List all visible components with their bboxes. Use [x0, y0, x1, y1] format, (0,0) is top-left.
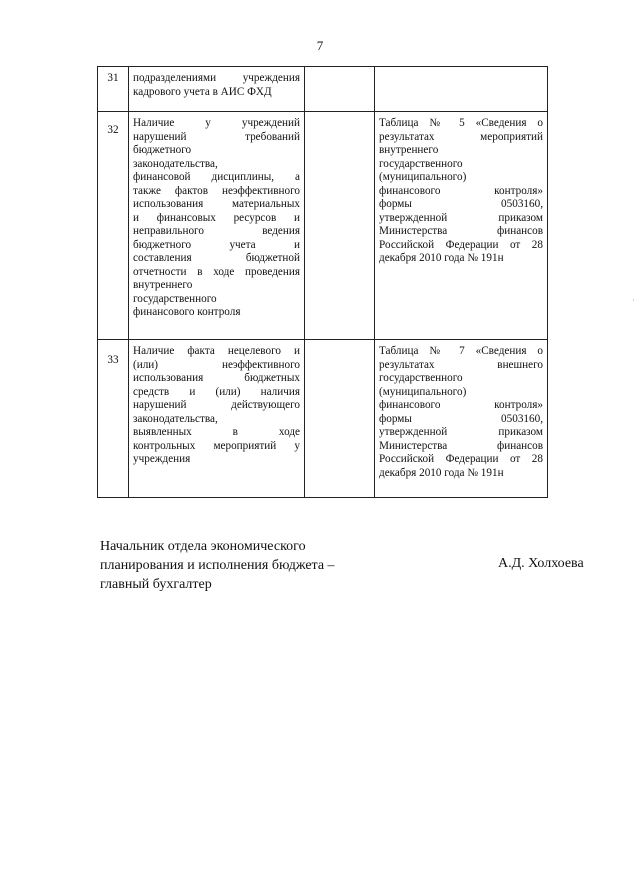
- signature-title-line: планирования и исполнения бюджета –: [100, 558, 335, 573]
- indicator-line: контрольных мероприятий у: [133, 439, 300, 452]
- source-line: Российской Федерации от 28: [379, 238, 543, 251]
- source-line: Российской Федерации от 28: [379, 453, 543, 465]
- empty-cell: [305, 112, 375, 340]
- signature-title-line: Начальник отдела экономического: [100, 539, 306, 554]
- indicator-line: учреждения: [133, 453, 191, 465]
- empty-cell: [305, 340, 375, 498]
- indicator-line: финансовой дисциплины, а: [133, 171, 300, 183]
- source-line: (муниципального): [379, 171, 467, 183]
- indicator-line: государственного: [133, 292, 217, 305]
- indicator-line: составления бюджетной: [133, 252, 300, 264]
- source-line: утвержденной приказом: [379, 211, 543, 224]
- source-line: формы 0503160,: [379, 198, 543, 210]
- row-number: 31: [98, 67, 129, 112]
- source-line: Министерства финансов: [379, 225, 543, 237]
- indicator-line: нарушений требований: [133, 130, 300, 143]
- empty-cell: [305, 67, 375, 112]
- source-line: Таблица № 7 «Сведения о: [379, 345, 543, 357]
- indicators-table: [97, 66, 548, 498]
- indicator-line: Наличие у учреждений: [133, 117, 300, 129]
- source-line: Таблица № 5 «Сведения о: [379, 117, 543, 129]
- source-line: утвержденной приказом: [379, 426, 543, 438]
- signature-title-line: главный бухгалтер: [100, 577, 212, 592]
- indicator-line: отчетности в ходе проведения: [133, 265, 300, 278]
- source-line: (муниципального): [379, 385, 467, 398]
- indicator-line: Наличие факта нецелевого и: [133, 345, 300, 357]
- indicator-line: законодательства,: [133, 412, 218, 425]
- indicator-cell: [129, 67, 305, 112]
- indicator-line: средств и (или) наличия: [133, 385, 300, 398]
- indicator-line: (или) неэффективного: [133, 358, 300, 371]
- indicator-line: неправильного ведения: [133, 225, 300, 237]
- source-cell: [375, 67, 548, 112]
- indicator-line: и финансовых ресурсов и: [133, 211, 300, 224]
- indicator-cell: [129, 112, 305, 340]
- table-row: [98, 67, 548, 112]
- source-cell: [375, 112, 548, 340]
- source-line: декабря 2010 года № 191н: [379, 466, 504, 479]
- scan-mark: ·: [632, 296, 635, 305]
- source-line: декабря 2010 года № 191н: [379, 252, 504, 264]
- source-line: финансового контроля»: [379, 184, 543, 197]
- indicator-line: выявленных в ходе: [133, 426, 300, 438]
- source-line: государственного: [379, 157, 463, 170]
- indicator-line: кадрового учета в АИС ФХД: [133, 85, 272, 98]
- source-line: Министерства финансов: [379, 439, 543, 452]
- indicator-line: финансового контроля: [133, 306, 241, 318]
- indicator-line: бюджетного: [133, 144, 192, 156]
- source-line: внутреннего: [379, 144, 439, 156]
- signature-title: [100, 537, 335, 594]
- table-row: [98, 112, 548, 340]
- indicator-line: законодательства,: [133, 157, 218, 170]
- indicator-line: использования материальных: [133, 198, 300, 210]
- indicator-cell: [129, 340, 305, 498]
- source-line: результатах внешнего: [379, 358, 543, 371]
- source-line: государственного: [379, 372, 463, 384]
- source-line: результатах мероприятий: [379, 130, 543, 143]
- row-number: 33: [98, 340, 129, 498]
- indicator-line: бюджетного учета и: [133, 238, 300, 251]
- indicator-line: также фактов неэффективного: [133, 184, 300, 197]
- source-line: финансового контроля»: [379, 399, 543, 411]
- page-number: 7: [316, 38, 324, 53]
- signatory-name: А.Д. Холхоева: [498, 556, 584, 571]
- indicator-line: подразделениями учреждения: [133, 72, 300, 84]
- indicator-line: внутреннего: [133, 279, 193, 291]
- table-row: [98, 340, 548, 498]
- source-cell: [375, 340, 548, 498]
- row-number: 32: [98, 112, 129, 340]
- indicator-line: нарушений действующего: [133, 399, 300, 411]
- source-line: формы 0503160,: [379, 412, 543, 425]
- indicator-line: использования бюджетных: [133, 372, 300, 384]
